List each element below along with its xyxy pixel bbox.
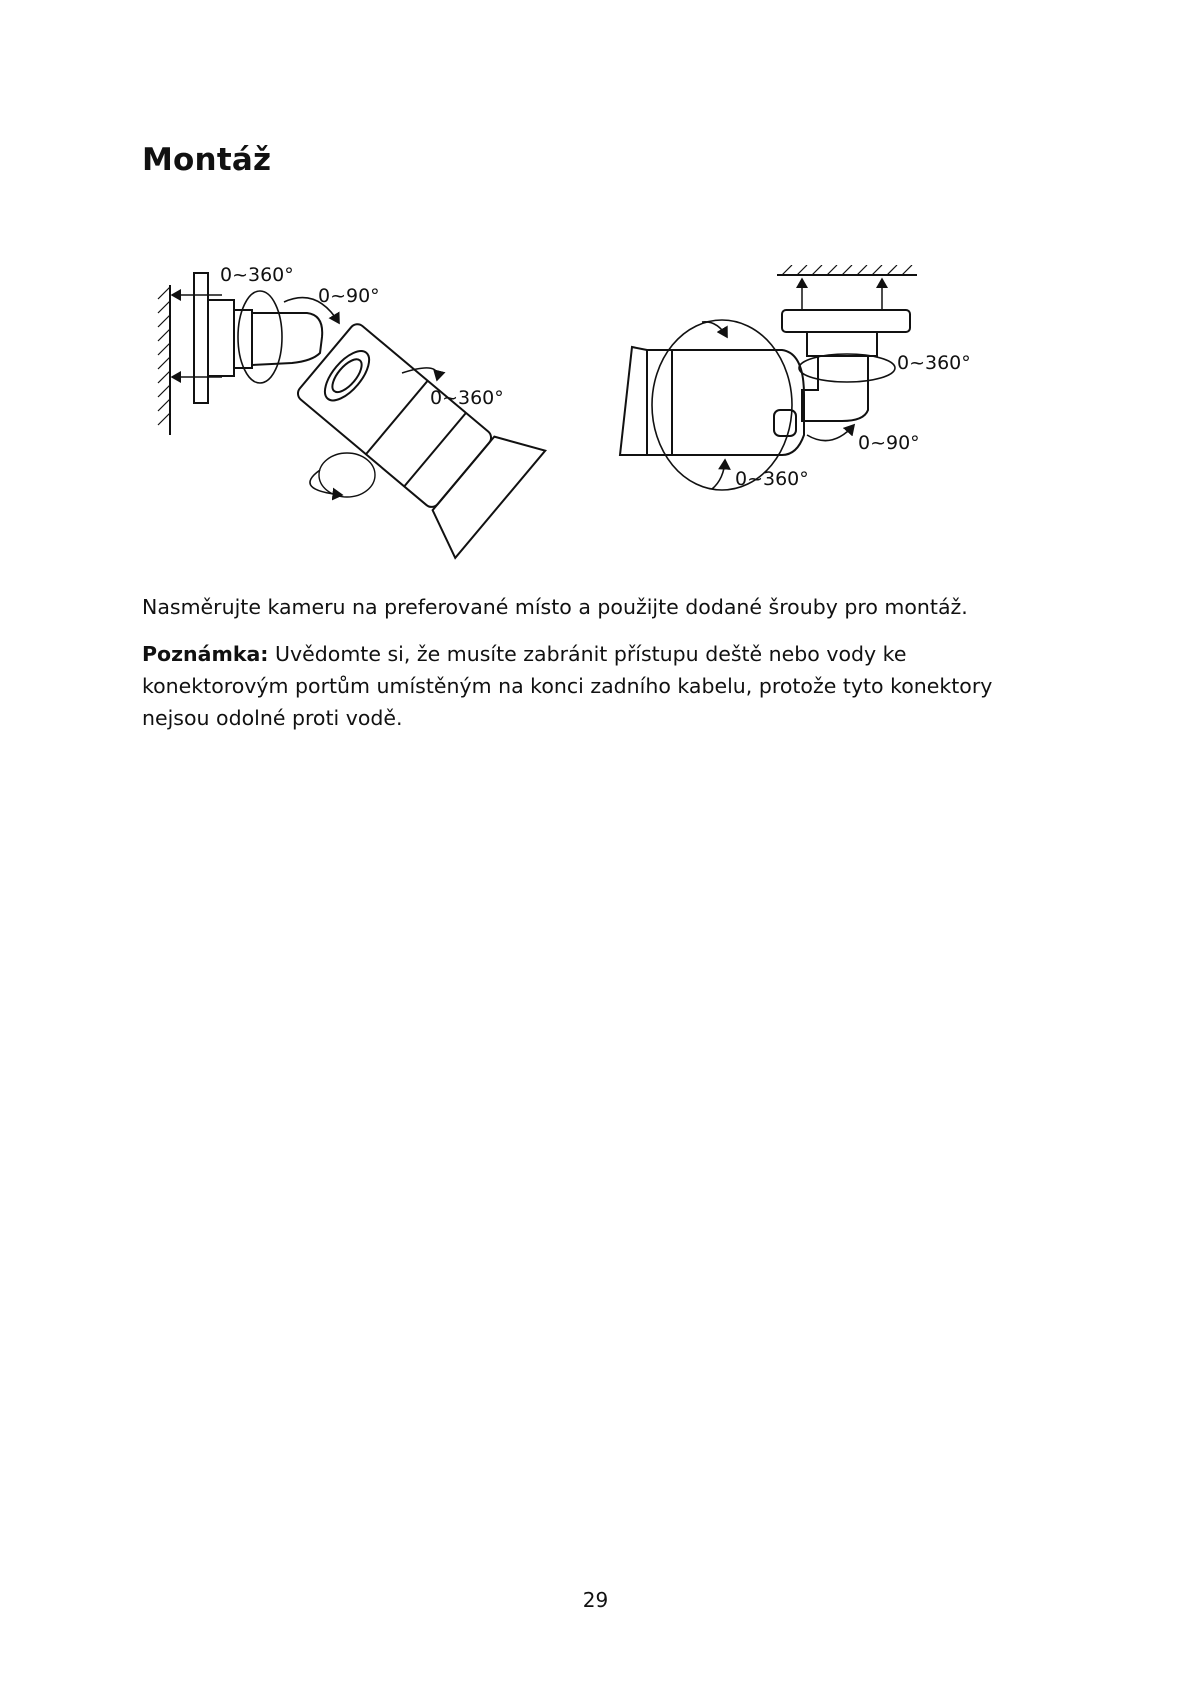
note-paragraph [142, 638, 1042, 734]
left-rotation-lens-label: 0~360° [430, 387, 504, 409]
page-number: 29 [582, 1588, 609, 1612]
left-tilt-label: 0~90° [318, 285, 380, 307]
mounting-diagram [142, 265, 1042, 585]
right-rotation-lens-label: 0~360° [735, 468, 809, 490]
right-tilt-label: 0~90° [858, 432, 920, 454]
note-label: Poznámka: [142, 642, 269, 666]
ceiling-mount-camera [620, 265, 917, 490]
mounting-figure [142, 265, 1042, 585]
page-title: Montáž [142, 142, 272, 178]
note-text: Uvědomte si, že musíte zabránit přístupu deště nebo vody ke konektorovým portům umístěným na konci zadního kabelu, protože tyto konektory nejsou odolné proti vodě. [142, 642, 993, 730]
instruction-paragraph: Nasměrujte kameru na preferované místo a použijte dodané šrouby pro montáž. [142, 595, 968, 619]
right-rotation-base-label: 0~360° [897, 352, 971, 374]
wall-mount-camera [158, 273, 545, 558]
left-rotation-base-label: 0~360° [220, 265, 294, 286]
